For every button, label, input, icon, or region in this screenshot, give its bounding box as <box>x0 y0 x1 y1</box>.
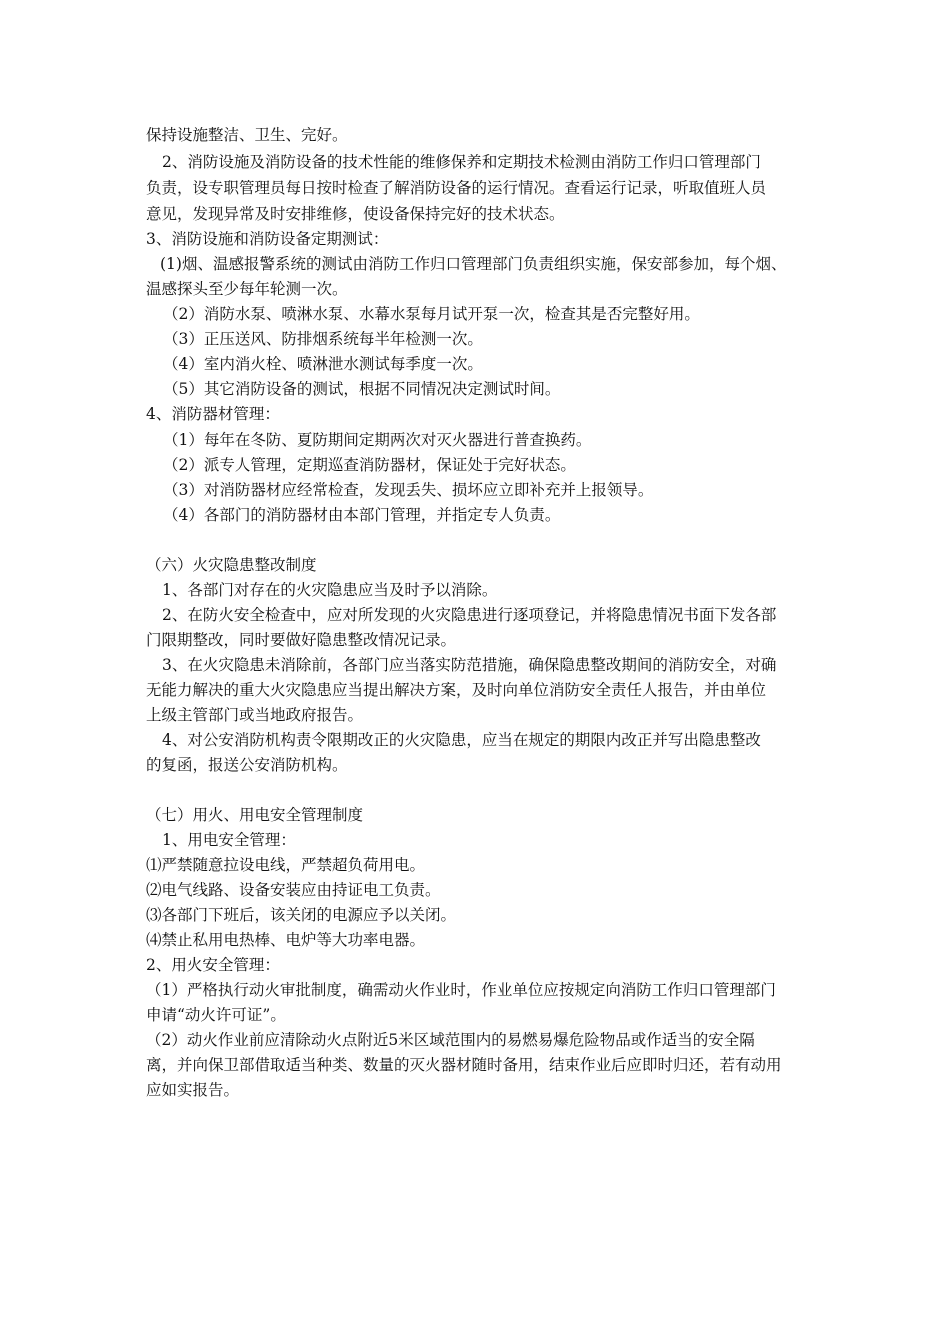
text-line: ⑵电气线路、设备安装应由持证电工负责。 <box>146 881 441 899</box>
text-line: （4）室内消火栓、喷淋泄水测试每季度一次。 <box>163 355 483 373</box>
text-line: 2、用火安全管理： <box>146 956 280 974</box>
text-line: （2）消防水泵、喷淋水泵、水幕水泵每月试开泵一次，检查其是否完整好用。 <box>163 305 700 323</box>
text-line: 离，并向保卫部借取适当种类、数量的灭火器材随时备用，结束作业后应即时归还，若有动用 <box>146 1056 782 1074</box>
text-line: （2）派专人管理，定期巡查消防器材，保证处于完好状态。 <box>163 456 576 474</box>
text-line: 保持设施整洁、卫生、完好。 <box>146 126 348 144</box>
text-line: 2、在防火安全检查中，应对所发现的火灾隐患进行逐项登记，并将隐患情况书面下发各部 <box>162 606 777 624</box>
text-line: 意见，发现异常及时安排维修，使设备保持完好的技术状态。 <box>146 205 565 223</box>
section-heading: （六）火灾隐患整改制度 <box>146 556 317 574</box>
text-line: 应如实报告。 <box>146 1081 240 1099</box>
text-line: ⑴严禁随意拉设电线，严禁超负荷用电。 <box>146 856 426 874</box>
text-line: 无能力解决的重大火灾隐患应当提出解决方案，及时向单位消防安全责任人报告，并由单位 <box>146 681 767 699</box>
text-line: ⑷禁止私用电热棒、电炉等大功率电器。 <box>146 931 426 949</box>
text-line: 4、消防器材管理： <box>146 405 280 423</box>
text-line: 负责，设专职管理员每日按时检查了解消防设备的运行情况。查看运行记录，听取值班人员 <box>146 179 767 197</box>
text-line: 3、在火灾隐患未消除前，各部门应当落实防范措施，确保隐患整改期间的消防安全，对确 <box>162 656 777 674</box>
text-line: 上级主管部门或当地政府报告。 <box>146 706 364 724</box>
text-line: 门限期整改，同时要做好隐患整改情况记录。 <box>146 631 457 649</box>
section-heading: （七）用火、用电安全管理制度 <box>146 806 364 824</box>
text-line: 1、各部门对存在的火灾隐患应当及时予以消除。 <box>162 581 498 599</box>
text-line: 的复函，报送公安消防机构。 <box>146 756 348 774</box>
text-line: ⑶各部门下班后，该关闭的电源应予以关闭。 <box>146 906 457 924</box>
text-line: （3）正压送风、防排烟系统每半年检测一次。 <box>163 330 483 348</box>
text-line: （4）各部门的消防器材由本部门管理，并指定专人负责。 <box>163 506 561 524</box>
text-line: (1)烟、温感报警系统的测试由消防工作归口管理部门负责组织实施，保安部参加，每个烟、 <box>160 255 787 273</box>
text-line: 1、用电安全管理： <box>162 831 296 849</box>
text-line: 2、消防设施及消防设备的技术性能的维修保养和定期技术检测由消防工作归口管理部门 <box>162 153 761 171</box>
text-line: 申请“动火许可证”。 <box>146 1006 286 1024</box>
text-line: （5）其它消防设备的测试，根据不同情况决定测试时间。 <box>163 380 561 398</box>
text-line: 温感探头至少每年轮测一次。 <box>146 280 348 298</box>
text-line: （3）对消防器材应经常检查，发现丢失、损坏应立即补充并上报领导。 <box>163 481 654 499</box>
text-line: （1）严格执行动火审批制度，确需动火作业时，作业单位应按规定向消防工作归口管理部门 <box>146 981 776 999</box>
text-line: 3、消防设施和消防设备定期测试： <box>146 230 389 248</box>
text-line: （2）动火作业前应清除动火点附近5米区域范围内的易燃易爆危险物品或作适当的安全隔 <box>146 1031 755 1049</box>
text-line: （1）每年在冬防、夏防期间定期两次对灭火器进行普查换药。 <box>163 431 592 449</box>
text-line: 4、对公安消防机构责令限期改正的火灾隐患，应当在规定的期限内改正并写出隐患整改 <box>162 731 761 749</box>
